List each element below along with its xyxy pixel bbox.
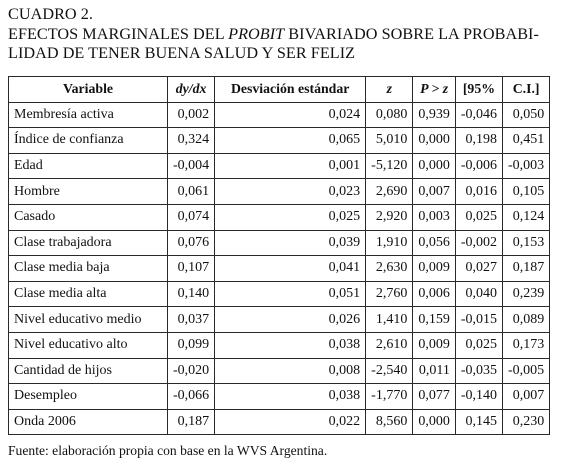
table-row [9,153,550,179]
cell-z: 2,630 [366,256,413,282]
table-body [9,102,550,435]
cell-dydx: 0,107 [168,256,215,282]
cell-variable: Clase media baja [9,256,168,282]
cell-z: 0,080 [366,102,413,128]
cell-variable: Onda 2006 [9,409,168,435]
cell-z: -5,120 [366,153,413,179]
caption-title-italic: PROBIT [228,24,285,43]
cell-ci-upper: 0,239 [503,281,550,307]
cell-ci-lower: 0,040 [455,281,502,307]
table-row [9,281,550,307]
cell-p-value: 0,077 [413,384,456,410]
cell-p-value: 0,939 [413,102,456,128]
cell-variable: Hombre [9,179,168,205]
cell-z: 1,410 [366,307,413,333]
cell-std-dev: 0,038 [215,384,366,410]
table-row [9,230,550,256]
cell-dydx: -0,020 [168,358,215,384]
cell-std-dev: 0,025 [215,204,366,230]
cell-ci-upper: -0,005 [503,358,550,384]
header-dydx: dy/dx [168,77,215,103]
cell-dydx: 0,076 [168,230,215,256]
cell-dydx: -0,066 [168,384,215,410]
cell-variable: Nivel educativo medio [9,307,168,333]
table-row [9,204,550,230]
header-ci-upper: C.I.] [503,77,550,103]
cell-ci-lower: 0,025 [455,332,502,358]
table-row [9,358,550,384]
caption-title-pre: EFECTOS MARGINALES DEL [8,24,229,43]
cell-variable: Cantidad de hijos [9,358,168,384]
cell-p-value: 0,009 [413,332,456,358]
cell-ci-lower: -0,006 [455,153,502,179]
cell-variable: Casado [9,204,168,230]
cell-ci-upper: -0,003 [503,153,550,179]
cell-ci-lower: 0,145 [455,409,502,435]
cell-dydx: -0,004 [168,153,215,179]
cell-variable: Membresía activa [9,102,168,128]
header-std-dev: Desviación estándar [215,77,366,103]
cell-ci-lower: 0,027 [455,256,502,282]
cell-variable: Clase media alta [9,281,168,307]
cell-variable: Desempleo [9,384,168,410]
cell-std-dev: 0,008 [215,358,366,384]
cell-std-dev: 0,022 [215,409,366,435]
cell-dydx: 0,061 [168,179,215,205]
cell-p-value: 0,000 [413,128,456,154]
cell-z: 2,690 [366,179,413,205]
table-row [9,179,550,205]
table-row [9,128,550,154]
cell-dydx: 0,187 [168,409,215,435]
cell-std-dev: 0,024 [215,102,366,128]
cell-dydx: 0,074 [168,204,215,230]
table-header [9,77,550,103]
cell-variable: Clase trabajadora [9,230,168,256]
cell-std-dev: 0,041 [215,256,366,282]
source-note: Fuente: elaboración propia con base en la WVS Argentina. [8,443,328,458]
cell-dydx: 0,037 [168,307,215,333]
cell-ci-lower: -0,046 [455,102,502,128]
marginal-effects-table [8,76,550,435]
cell-p-value: 0,000 [413,153,456,179]
header-variable: Variable [9,77,168,103]
cell-variable: Nivel educativo alto [9,332,168,358]
cell-ci-lower: -0,002 [455,230,502,256]
cell-std-dev: 0,001 [215,153,366,179]
cell-p-value: 0,006 [413,281,456,307]
cell-dydx: 0,099 [168,332,215,358]
cell-z: -1,770 [366,384,413,410]
cell-dydx: 0,002 [168,102,215,128]
table-caption [8,5,539,64]
cell-std-dev: 0,026 [215,307,366,333]
cell-ci-upper: 0,105 [503,179,550,205]
caption-title-post: BIVARIADO SOBRE LA PROBABI- [284,24,539,43]
cell-ci-upper: 0,451 [503,128,550,154]
cell-z: 5,010 [366,128,413,154]
caption-number: CUADRO 2. [8,5,93,23]
cell-ci-upper: 0,050 [503,102,550,128]
cell-ci-upper: 0,173 [503,332,550,358]
table-row [9,332,550,358]
cell-dydx: 0,140 [168,281,215,307]
header-row [9,77,550,103]
cell-z: 1,910 [366,230,413,256]
cell-ci-lower: 0,016 [455,179,502,205]
cell-ci-lower: -0,140 [455,384,502,410]
cell-ci-lower: -0,035 [455,358,502,384]
cell-variable: Índice de confianza [9,128,168,154]
header-ci-lower: [95% [455,77,502,103]
table-row [9,384,550,410]
table-row [9,409,550,435]
cell-ci-upper: 0,230 [503,409,550,435]
cell-ci-upper: 0,187 [503,256,550,282]
cell-ci-lower: 0,198 [455,128,502,154]
cell-p-value: 0,159 [413,307,456,333]
cell-std-dev: 0,038 [215,332,366,358]
table-row [9,307,550,333]
cell-z: 2,760 [366,281,413,307]
cell-ci-upper: 0,089 [503,307,550,333]
cell-std-dev: 0,023 [215,179,366,205]
cell-ci-lower: -0,015 [455,307,502,333]
cell-p-value: 0,007 [413,179,456,205]
cell-std-dev: 0,051 [215,281,366,307]
table-row [9,256,550,282]
cell-p-value: 0,056 [413,230,456,256]
cell-p-value: 0,003 [413,204,456,230]
cell-p-value: 0,009 [413,256,456,282]
cell-std-dev: 0,039 [215,230,366,256]
cell-z: -2,540 [366,358,413,384]
table-row [9,102,550,128]
cell-p-value: 0,011 [413,358,456,384]
cell-ci-lower: 0,025 [455,204,502,230]
caption-title-line-1 [8,25,539,45]
cell-ci-upper: 0,153 [503,230,550,256]
header-z: z [366,77,413,103]
cell-ci-upper: 0,007 [503,384,550,410]
cell-z: 2,610 [366,332,413,358]
cell-ci-upper: 0,124 [503,204,550,230]
cell-z: 2,920 [366,204,413,230]
cell-p-value: 0,000 [413,409,456,435]
cell-dydx: 0,324 [168,128,215,154]
cell-variable: Edad [9,153,168,179]
cell-std-dev: 0,065 [215,128,366,154]
header-p-value: P > z [413,77,456,103]
cell-z: 8,560 [366,409,413,435]
caption-title-line-2: LIDAD DE TENER BUENA SALUD Y SER FELIZ [8,44,356,62]
